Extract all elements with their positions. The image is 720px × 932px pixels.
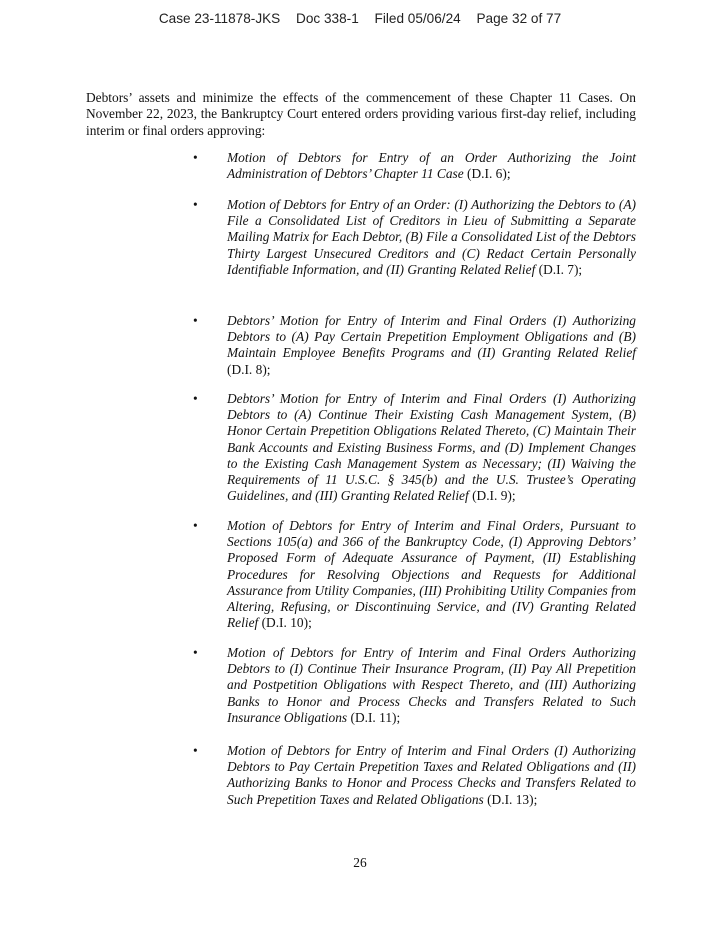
docket-ref: (D.I. 7); — [535, 261, 583, 277]
case-header — [0, 11, 720, 26]
case-number: Case 23-11878-JKS — [158, 11, 281, 26]
motion-title: Motion of Debtors for Entry of Interim and Final Orders Authorizing Debtors to (I) Continue Their Insurance Program, (II) Pay All Prepetition and Postpetition Obligations with Respect Thereto, and (III) Authorizing Banks to Honor and Process Checks and Transfers Related to Such Insurance Obligations — [227, 645, 636, 725]
motion-title: Motion of Debtors for Entry of Interim and Final Orders (I) Authorizing Debtors to Pay Certain Prepetition Taxes and Related Obligations and (II) Authorizing Banks to Honor and Process Checks and Transfers Related to Such Prepetition Taxes and Related Obligations — [227, 743, 636, 807]
list-item — [193, 518, 636, 631]
motion-title: Motion of Debtors for Entry of an Order Authorizing the Joint Administration of Debtors’ Chapter 11 Case — [227, 150, 636, 182]
list-item — [193, 313, 636, 378]
motion-title: Debtors’ Motion for Entry of Interim and Final Orders (I) Authorizing Debtors to (A) Continue Their Existing Cash Management System, (B) Honor Certain Prepetition Obligations Related Thereto, (C) Maintain Their Bank Accounts and Existing Business Forms, and (D) Implement Changes to the Existing Cash Management System as Necessary; (II) Waiving the Requirements of 11 U.S.C. § 345(b) and the U.S. Trustee’s Operating Guidelines, and (III) Granting Related Relief — [227, 391, 636, 504]
docket-ref: (D.I. 9); — [468, 488, 516, 504]
doc-number: Doc 338-1 — [296, 11, 359, 26]
motion-title: Motion of Debtors for Entry of an Order: (I) Authorizing the Debtors to (A) File a Consolidated List of Creditors in Lieu of Submitting a Separate Mailing Matrix for Each Debtor, (B) File a Consolidated List of the Debtors Thirty Largest Unsecured Creditors and (C) Redact Certain Personally Identifiable Information, and (II) Granting Related Relief — [227, 197, 636, 277]
docket-ref: (D.I. 10); — [258, 615, 312, 631]
bullet-icon: • — [193, 743, 198, 758]
bullet-icon: • — [193, 645, 198, 660]
motion-title: Motion of Debtors for Entry of Interim and Final Orders, Pursuant to Sections 105(a) and 366 of the Bankruptcy Code, (I) Approving Debtors’ Proposed Form of Adequate Assurance of Payment, (II) Establishing Procedures for Resolving Objections and Requests for Additional Assurance from Utility Companies, (III) Prohibiting Utility Companies from Altering, Refusing, or Discontinuing Service, and (IV) Granting Related Relief — [227, 518, 636, 631]
bullet-icon: • — [193, 518, 198, 533]
bullet-icon: • — [193, 313, 198, 328]
motion-title: Debtors’ Motion for Entry of Interim and Final Orders (I) Authorizing Debtors to (A) Pay Certain Prepetition Employment Obligations and (B) Maintain Employee Benefits Programs and (II) Granting Related Relief — [227, 313, 636, 361]
docket-ref: (D.I. 11); — [347, 709, 401, 725]
bullet-icon: • — [193, 197, 198, 212]
bullet-icon: • — [193, 150, 198, 165]
list-item — [193, 197, 636, 278]
filed-date: Filed 05/06/24 — [374, 11, 461, 26]
list-item — [193, 743, 636, 808]
list-item — [193, 645, 636, 726]
bullet-icon: • — [193, 391, 198, 406]
page-number: 26 — [353, 855, 367, 870]
intro-paragraph: Debtors’ assets and minimize the effects of the commencement of these Chapter 11 Cases. On November 22, 2023, the Bankruptcy Court entered orders providing various first-day relief, including interim or final orders approving: — [86, 90, 636, 138]
page-count: Page 32 of 77 — [476, 11, 562, 26]
docket-ref: (D.I. 8); — [227, 361, 271, 377]
list-item — [193, 391, 636, 504]
docket-ref: (D.I. 6); — [463, 166, 511, 182]
docket-ref: (D.I. 13); — [483, 791, 538, 807]
list-item — [193, 150, 636, 182]
